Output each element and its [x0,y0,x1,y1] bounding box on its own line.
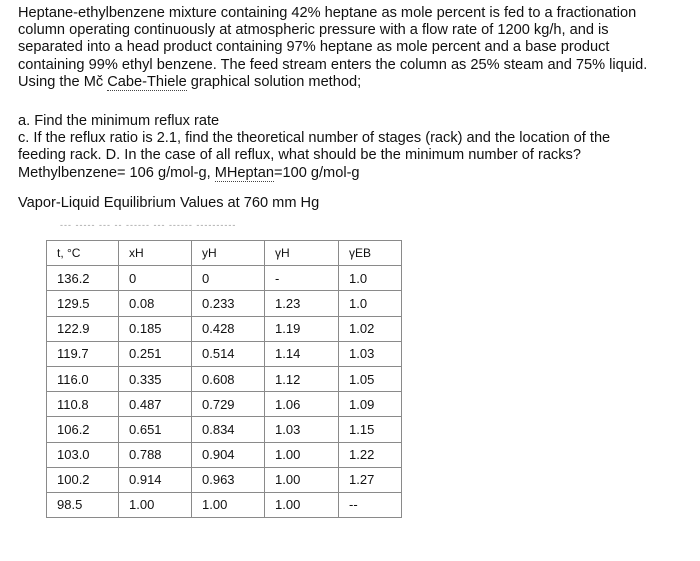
cell-y-heptane: 0.233 [192,291,265,316]
cell-x-heptane: 0.335 [119,366,192,391]
table-row [47,442,402,467]
cell-y-heptane: 0.963 [192,467,265,492]
cell-gamma-ethylbenzene: 1.09 [339,392,402,417]
method-prefix: Using the Mč [18,73,108,90]
cell-x-heptane: 0.08 [119,291,192,316]
cell-gamma-ethylbenzene: 1.05 [339,366,402,391]
cell-gamma-heptane: 1.06 [265,392,339,417]
cell-gamma-heptane: 1.23 [265,291,339,316]
cell-gamma-ethylbenzene: 1.15 [339,417,402,442]
table-row [47,467,402,492]
header-gamma-ethylbenzene: γEB [339,241,402,266]
mw-name: MHeptan [214,164,274,181]
cell-gamma-heptane: 1.00 [265,492,339,517]
intro-line: column operating continuously at atmospheric pressure with a flow rate of 1200 kg/h, and is [18,22,609,39]
cell-y-heptane: 0.834 [192,417,265,442]
cell-temperature: 103.0 [47,442,119,467]
cell-gamma-ethylbenzene: 1.22 [339,442,402,467]
cell-gamma-ethylbenzene: 1.27 [339,467,402,492]
cell-gamma-heptane: 1.00 [265,442,339,467]
cell-x-heptane: 1.00 [119,492,192,517]
questions [18,113,694,182]
cell-temperature: 110.8 [47,392,119,417]
cell-gamma-ethylbenzene: 1.02 [339,316,402,341]
intro-line: Heptane-ethylbenzene mixture containing 42% heptane as mole percent is fed to a fractionation [18,5,637,21]
table-row [47,316,402,341]
cell-temperature: 122.9 [47,316,119,341]
cell-y-heptane: 0 [192,266,265,291]
faded-caption: --- ----- --- -- ------ --- ------ ---------- [60,220,237,230]
cell-x-heptane: 0.914 [119,467,192,492]
cell-gamma-ethylbenzene: 1.0 [339,266,402,291]
cell-gamma-heptane: 1.12 [265,366,339,391]
cell-temperature: 116.0 [47,366,119,391]
question-line: c. If the reflux ratio is 2.1, find the theoretical number of stages (rack) and the location of the [18,130,611,147]
cell-y-heptane: 0.428 [192,316,265,341]
cell-gamma-ethylbenzene: 1.0 [339,291,402,316]
table-row [47,266,402,291]
cell-temperature: 98.5 [47,492,119,517]
cell-gamma-heptane: 1.00 [265,467,339,492]
header-y-heptane: yH [192,241,265,266]
table-row [47,291,402,316]
mw-suffix: =100 g/mol-g [273,164,360,181]
cell-gamma-heptane: - [265,266,339,291]
table-row [47,492,402,517]
table-row [47,417,402,442]
intro-line: containing 99% ethyl benzene. The feed stream enters the column as 25% steam and 75% liquid. [18,56,648,73]
cell-x-heptane: 0.185 [119,316,192,341]
method-suffix: graphical solution method; [186,73,362,90]
cell-x-heptane: 0.788 [119,442,192,467]
cell-temperature: 129.5 [47,291,119,316]
cell-temperature: 136.2 [47,266,119,291]
header-temperature: t, °C [47,241,119,266]
table-row [47,392,402,417]
method-line [18,74,694,91]
question-line: a. Find the minimum reflux rate [18,113,220,129]
problem-statement [18,5,694,91]
molecular-weights-line [18,165,694,182]
cell-y-heptane: 1.00 [192,492,265,517]
intro-line: separated into a head product containing 97% heptane as mole percent and a base product [18,39,610,56]
cell-y-heptane: 0.608 [192,366,265,391]
mw-prefix: Methylbenzene= 106 g/mol-g, [18,164,215,181]
cell-y-heptane: 0.904 [192,442,265,467]
cell-gamma-ethylbenzene: 1.03 [339,341,402,366]
table-header-row [47,241,402,266]
cell-y-heptane: 0.729 [192,392,265,417]
cell-temperature: 106.2 [47,417,119,442]
header-gamma-heptane: γH [265,241,339,266]
cell-gamma-heptane: 1.19 [265,316,339,341]
table-row [47,366,402,391]
cell-gamma-heptane: 1.03 [265,417,339,442]
cell-temperature: 100.2 [47,467,119,492]
cell-x-heptane: 0.651 [119,417,192,442]
table-row [47,341,402,366]
cell-x-heptane: 0 [119,266,192,291]
vle-table [46,240,402,518]
header-x-heptane: xH [119,241,192,266]
cell-temperature: 119.7 [47,341,119,366]
cell-x-heptane: 0.251 [119,341,192,366]
table-title: Vapor-Liquid Equilibrium Values at 760 mm Hg [18,195,320,211]
method-name: Cabe-Thiele [107,73,187,90]
cell-x-heptane: 0.487 [119,392,192,417]
cell-gamma-ethylbenzene: -- [339,492,402,517]
question-line: feeding rack. D. In the case of all reflux, what should be the minimum number of racks? [18,147,581,164]
cell-gamma-heptane: 1.14 [265,341,339,366]
cell-y-heptane: 0.514 [192,341,265,366]
